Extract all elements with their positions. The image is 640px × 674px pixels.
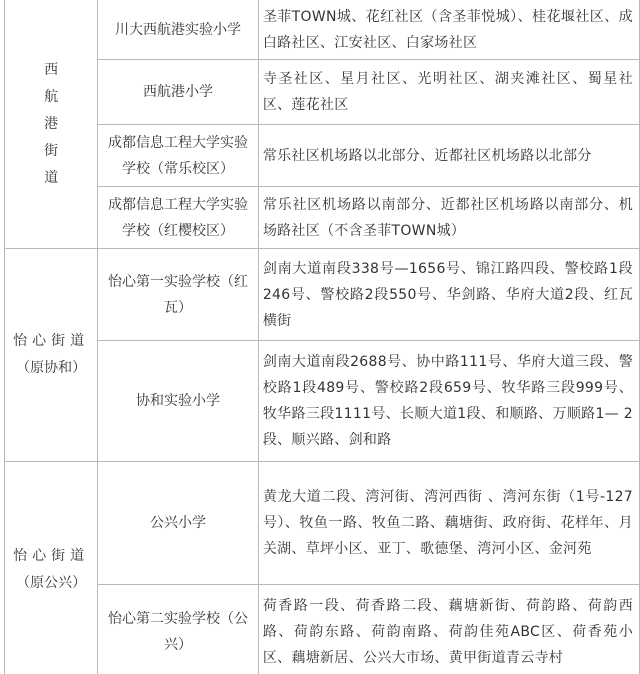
area-cell: [258, 585, 639, 674]
table-row: [5, 0, 640, 60]
area-cell: [258, 187, 639, 249]
area-text: 寺圣社区、星月社区、光明社区、湖夹滩社区、蜀星社区、莲花社区: [262, 71, 633, 113]
school-name: 怡心第一实验学校（红瓦）: [108, 273, 249, 316]
area-cell: [258, 249, 639, 341]
table-row: [5, 187, 640, 249]
school-cell: [98, 60, 259, 125]
school-name: 成都信息工程大学实验学校（常乐校区）: [108, 134, 249, 177]
street-note: （原公兴）: [16, 575, 87, 591]
school-district-table: [4, 0, 640, 674]
school-cell: [98, 249, 259, 341]
area-text: 常乐社区机场路以北部分、近都社区机场路以北部分: [262, 147, 592, 164]
street-name: 怡心街道: [13, 333, 90, 349]
area-cell: [258, 0, 639, 60]
school-cell: [98, 585, 259, 674]
street-name: 西航港街道: [44, 61, 59, 186]
school-name: 怡心第二实验学校（公兴）: [108, 610, 249, 653]
school-name: 公兴小学: [150, 515, 207, 531]
street-note: （原协和）: [16, 360, 87, 376]
school-name: 川大西航港实验小学: [115, 21, 242, 38]
street-cell: [5, 249, 98, 462]
school-cell: [98, 187, 259, 249]
street-cell: [5, 0, 98, 249]
school-name: 协和实验小学: [136, 393, 221, 409]
street-cell: [5, 462, 98, 674]
street-name: 怡心街道: [13, 548, 90, 564]
area-text: 圣菲TOWN城、花红社区（含圣菲悦城）、桂花堰社区、成白路社区、江安社区、白家场社区: [262, 8, 633, 51]
table-row: [5, 341, 640, 462]
area-cell: [258, 341, 639, 462]
table-row: [5, 125, 640, 187]
area-text: 荷香路一段、荷香路二段、藕塘新街、荷韵路、荷韵西路、荷韵东路、荷韵南路、荷韵佳苑ABC区、荷香苑小区、藕塘新居、公兴大市场、黄甲街道青云寺村: [262, 597, 633, 666]
school-name: 成都信息工程大学实验学校（红樱校区）: [108, 196, 249, 239]
table-row: [5, 249, 640, 341]
area-cell: [258, 125, 639, 187]
table-row: [5, 462, 640, 585]
school-cell: [98, 125, 259, 187]
area-cell: [258, 60, 639, 125]
area-text: 黄龙大道二段、湾河街、湾河西街 、湾河东街（1号-127号）、牧鱼一路、牧鱼二路、藕塘街、政府街、花样年、月关湖、草坪小区、亚丁、歌德堡、湾河小区、金河苑: [262, 489, 633, 557]
table-row: [5, 60, 640, 125]
area-text: 剑南大道南段2688号、协中路111号、华府大道三段、警校路1段489号、警校路2段659号、牧华路三段999号、牧华路三段1111号、长顺大道1段、和顺路、万顺路1— 2段、顺兴路、剑和路: [262, 354, 633, 448]
table-row: [5, 585, 640, 674]
area-cell: [258, 462, 639, 585]
area-text: 剑南大道南段338号—1656号、锦江路四段、警校路1段246号、警校路2段550号、华剑路、华府大道2段、红瓦横街: [262, 260, 633, 329]
school-cell: [98, 462, 259, 585]
area-text: 常乐社区机场路以南部分、近都社区机场路以南部分、机场路社区（不含圣菲TOWN城）: [262, 196, 633, 239]
school-name: 西航港小学: [143, 84, 214, 100]
school-cell: [98, 341, 259, 462]
school-cell: [98, 0, 259, 60]
